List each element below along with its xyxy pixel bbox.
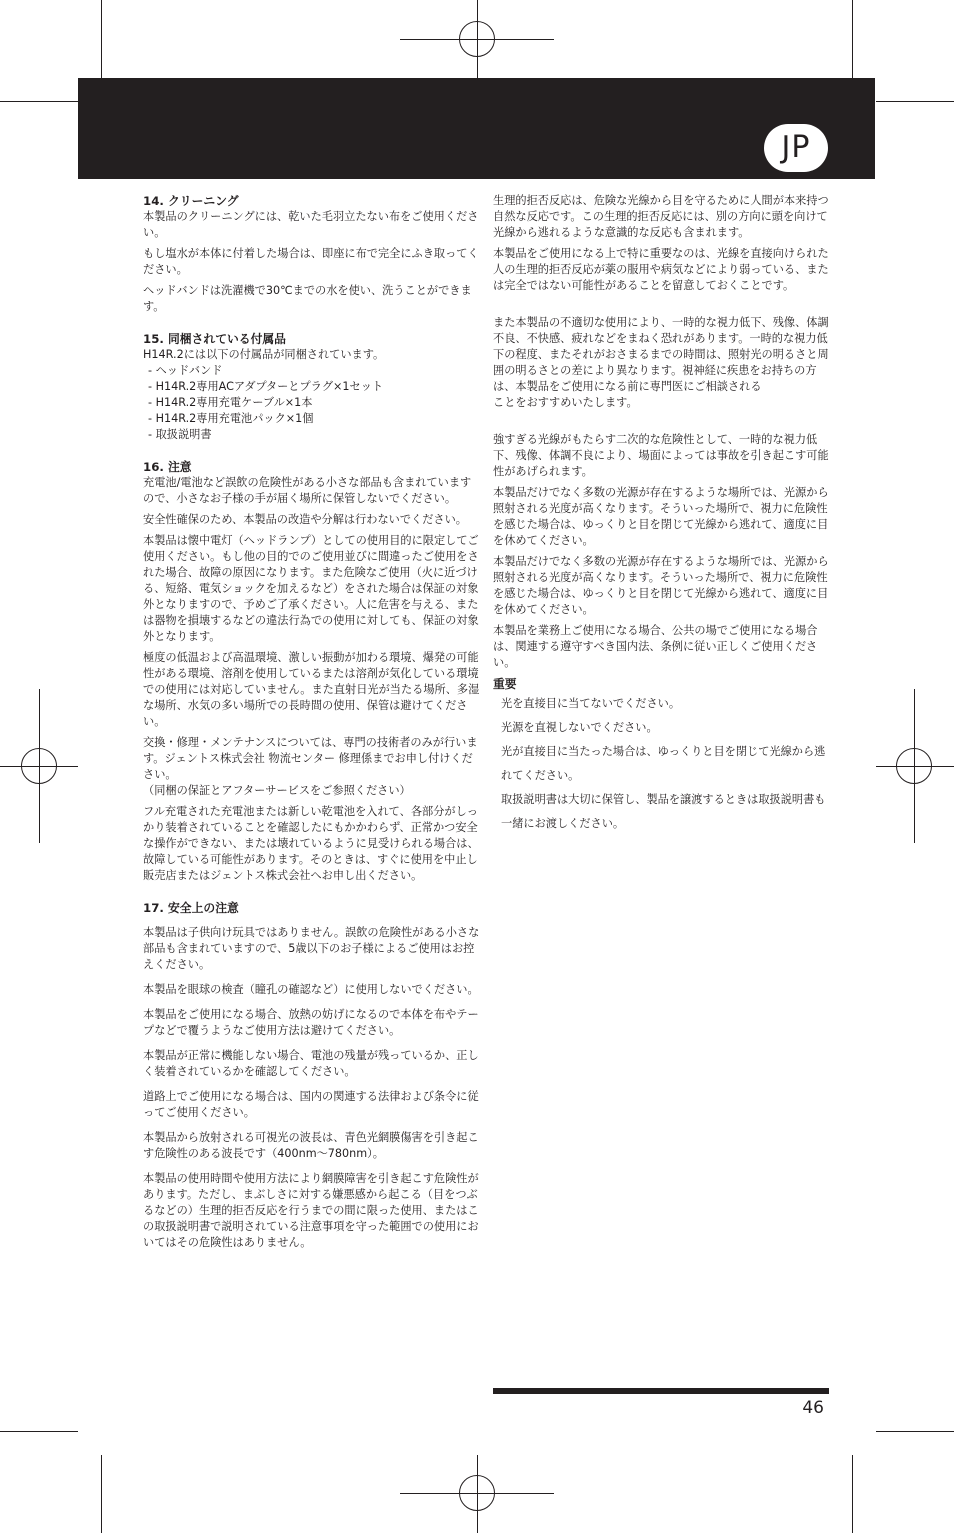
paragraph: 本製品は懐中電灯（ヘッドランプ）としての使用目的に限定してご使用ください。もし他の目的でのご使用並びに間違ったご使用をされた場合、故障の原因になります。また危険なご使用（火に近づける、短絡、電気ショックを加えるなど）をされた場合は保証の対象外となりますので、予めご了承ください。人に危害を与える、または器物を損壊するなどの違法行為での使用に対しても、保証の対象外となります。 — [143, 534, 479, 643]
paragraph: 本製品を眼球の検査（瞳孔の確認など）に使用しないでください。 — [143, 983, 479, 996]
list-item: - 取扱説明書 — [148, 427, 480, 443]
list-item: - H14R.2専用充電ケーブル×1本 — [148, 395, 480, 411]
list-item: - ヘッドバンド — [148, 363, 480, 379]
spacer — [493, 299, 831, 315]
accessories-intro: H14R.2には以下の付属品が同梱されています。 — [143, 348, 385, 361]
crop-mark-top-right-v — [852, 0, 853, 78]
paragraph: 本製品をご使用になる場合、放熱の妨げになるので本体を布やテープなどで覆うようなご使用方法は避けてください。 — [143, 1008, 479, 1037]
paragraph: 本製品を業務上ご使用になる場合、公共の場でご使用になる場合は、関連する遵守すべき国内法、条例に従い正しくご使用ください。 — [493, 624, 818, 669]
paragraph: 本製品をご使用になる上で特に重要なのは、光線を直接向けられた人の生理的拒否反応が薬の服用や病気などにより弱っている、または完全ではない可能性があることを留意しておくことです。 — [493, 247, 829, 292]
list-item: 光を直接目に当てないでください。 — [501, 697, 681, 710]
section-cleaning — [143, 193, 480, 315]
paragraph-note: （同梱の保証とアフターサービスをご参照ください） — [143, 784, 411, 797]
page-number: 46 — [802, 1398, 824, 1418]
paragraph: また本製品の不適切な使用により、一時的な視力低下、残像、体調不良、不快感、疲れなどをまねく恐れがあります。一時的な視力低下の程度、またそれがおさまるまでの時間は、照射光の明るさと周囲の明るさとの差により異なります。視神経に疾患をお持ちの方は、本製品をご使用になる前に専門医にご相談される — [493, 316, 829, 393]
paragraph: 本製品の使用時間や使用方法により網膜障害を引き起こす危険性があります。ただし、まぶしさに対する嫌悪感から起こる（目をつぶるなどの）生理的拒否反応を行うまでの間に限った使用、またはこの取扱説明書で説明されている注意事項を守った範囲での使用においてはその危険性はありません。 — [143, 1172, 479, 1249]
registration-circle-top — [459, 21, 495, 57]
paragraph: 極度の低温および高温環境、激しい振動が加わる環境、爆発の可能性がある環境、溶剤を使用しているまたは溶剤が気化している環境での使用には対応していません。また直射日光が当たる場所、多湿な場所、水気の多い場所での長時間の使用、保管は避けてください。 — [143, 651, 480, 728]
section-title: 17. 安全上の注意 — [143, 901, 239, 915]
paragraph: 充電池/電池など誤飲の危険性がある小さな部品も含まれていますので、小さなお子様の手が届く場所に保管しないでください。 — [143, 476, 472, 505]
registration-circle-left — [21, 748, 57, 784]
paragraph: 本製品が正常に機能しない場合、電池の残量が残っているか、正しく装着されているかを確認してください。 — [143, 1049, 479, 1078]
section-safety — [143, 900, 480, 1251]
language-badge: JP — [764, 124, 828, 172]
paragraph: 強すぎる光線がもたらす二次的な危険性として、一時的な視力低下、残像、体調不良により、場面によっては事故を引き起こす可能性があげられます。 — [493, 433, 829, 478]
right-column — [493, 193, 831, 836]
important-title: 重要 — [493, 677, 517, 691]
accessories-list — [143, 363, 480, 443]
paragraph: 本製品だけでなく多数の光源が存在するような場所では、光源から照射される光度が高くなります。そういった場所で、視力に危険性を感じた場合は、ゆっくりと目を閉じて光線から逃れて、適度に目を休めてください。 — [493, 555, 829, 616]
footer-bar — [493, 1388, 829, 1394]
paragraph: 本製品から放射される可視光の波長は、青色光網膜傷害を引き起こす危険性のある波長です（400nm～780nm）。 — [143, 1131, 479, 1160]
paragraph: 道路上でご使用になる場合は、国内の関連する法律および条令に従ってご使用ください。 — [143, 1090, 479, 1119]
paragraph: 本製品は子供向け玩具ではありません。誤飲の危険性がある小さな部品も含まれていますので、5歳以下のお子様によるご使用はお控えください。 — [143, 926, 480, 971]
section-caution — [143, 459, 480, 884]
registration-circle-bottom — [459, 1475, 495, 1511]
list-item: 光が直接目に当たった場合は、ゆっくりと目を閉じて光線から逃れてください。 — [501, 745, 826, 782]
paragraph — [143, 735, 480, 783]
crop-mark-bottom-right-h — [876, 1431, 954, 1432]
crop-mark-top-right-h — [876, 101, 954, 102]
paragraph: 本製品のクリーニングには、乾いた毛羽立たない布をご使用ください。 — [143, 210, 479, 239]
section-title: 14. クリーニング — [143, 194, 239, 208]
paragraph: ヘッドバンドは洗濯機で30℃までの水を使い、洗うことができます。 — [143, 284, 472, 313]
paragraph: 生理的拒否反応は、危険な光線から目を守るために人間が本来持つ自然な反応です。この生理的拒否反応には、別の方向に頭を向けて光線から逃れるような意識的な反応も含まれます。 — [493, 194, 829, 239]
paragraph: 安全性確保のため、本製品の改造や分解は行わないでください。 — [143, 513, 467, 526]
list-item: 光源を直視しないでください。 — [501, 721, 658, 734]
list-item: - H14R.2専用充電池パック×1個 — [148, 411, 480, 427]
section-title: 15. 同梱されている付属品 — [143, 332, 286, 346]
crop-mark-bottom-right-v — [852, 1455, 853, 1533]
paragraph: ことをおすすめいたします。 — [493, 396, 638, 409]
crop-mark-top-left-v — [101, 0, 102, 78]
crop-mark-top-left-h — [0, 101, 78, 102]
paragraph-text: 交換・修理・メンテナンスについては、専門の技術者のみが行います。ジェントス株式会社 物流センター 修理係までお申し付けください。 — [143, 736, 478, 781]
crop-mark-bottom-left-v — [101, 1455, 102, 1533]
paragraph: 本製品だけでなく多数の光源が存在するような場所では、光源から照射される光度が高くなります。そういった場所で、視力に危険性を感じた場合は、ゆっくりと目を閉じて光線から逃れて、適度に目を休めてください。 — [493, 486, 829, 547]
left-column — [143, 193, 480, 1267]
spacer — [493, 416, 831, 432]
section-accessories — [143, 331, 480, 443]
crop-mark-bottom-left-h — [0, 1431, 78, 1432]
header-band — [78, 78, 875, 179]
section-title: 16. 注意 — [143, 460, 192, 474]
registration-circle-right — [896, 748, 932, 784]
list-item: - H14R.2専用ACアダプターとプラグ×1セット — [148, 379, 480, 395]
important-list — [493, 692, 831, 836]
paragraph: もし塩水が本体に付着した場合は、即座に布で完全にふき取ってください。 — [143, 247, 479, 276]
paragraph: フル充電された充電池または新しい乾電池を入れて、各部分がしっかり装着されていることを確認したにもかかわらず、正常かつ安全な操作ができない、または壊れているように見受けられる場合は、故障している可能性があります。そのときは、すぐに使用を中止し販売店またはジェントス株式会社へお申し出ください。 — [143, 805, 479, 882]
list-item: 取扱説明書は大切に保管し、製品を譲渡するときは取扱説明書も一緒にお渡しください。 — [501, 793, 826, 830]
